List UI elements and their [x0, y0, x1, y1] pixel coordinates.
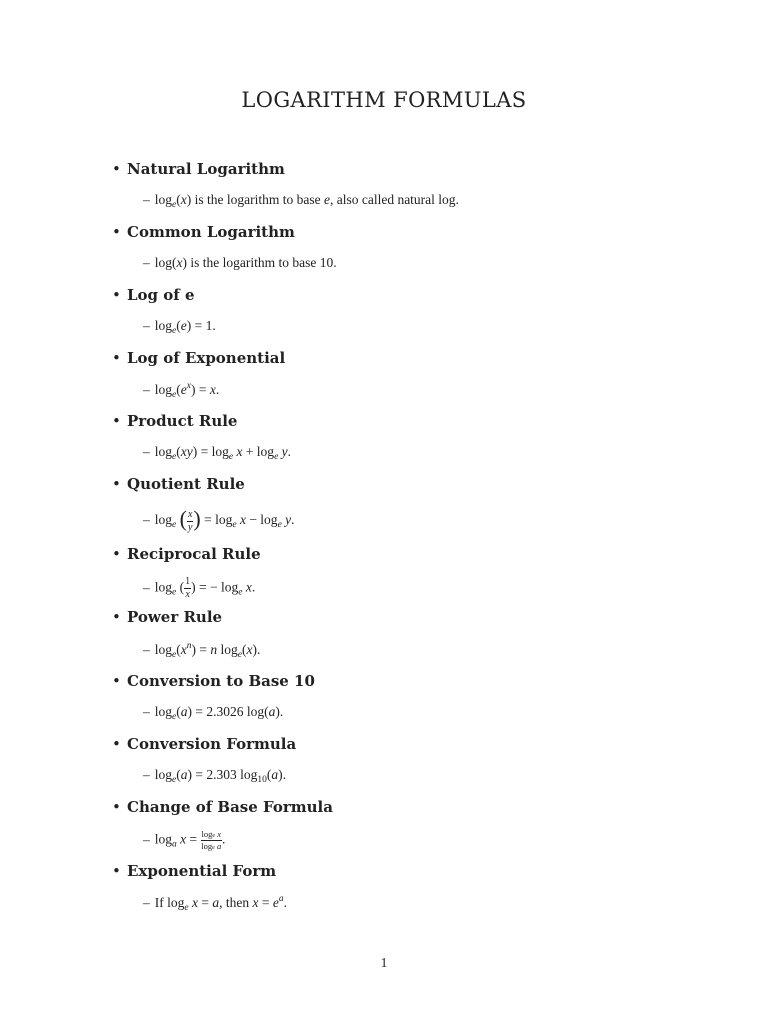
dash-icon: –	[143, 318, 150, 333]
bullet-icon: •	[112, 412, 121, 430]
dash-icon: –	[143, 512, 150, 528]
section-heading: Reciprocal Rule	[127, 545, 261, 563]
formula: – $\log_a x$ = $\frac{\text{loge x}}{\text{loge a}}$ .	[143, 829, 226, 851]
dash-icon: –	[143, 255, 150, 270]
formula: – $\log_e$ ( $\frac{1}{x}$ ) = − $\log_e x$.	[143, 576, 256, 600]
formula-text: ) is the logarithm to base 10.	[182, 255, 337, 270]
bullet-icon: •	[112, 545, 121, 563]
formula-text: log(	[154, 255, 177, 270]
dash-icon: –	[143, 895, 150, 910]
dash-icon: –	[143, 382, 150, 397]
section-heading: Conversion to Base 10	[127, 672, 315, 690]
bullet-icon: •	[112, 735, 121, 753]
bullet-icon: •	[112, 286, 121, 304]
formula-text: If	[154, 895, 168, 910]
dash-icon: –	[143, 642, 150, 657]
formula: – $\log_e$ ( $\frac{x}{y}$ ) = $\log_e x - \log_e y$.	[143, 506, 295, 533]
bullet-icon: •	[112, 349, 121, 367]
formula: – $\log_e(x^n) = n$ $\log_e(x)$.	[143, 641, 261, 660]
section-heading: Exponential Form	[127, 862, 277, 880]
dash-icon: –	[143, 444, 150, 459]
formula: – $\log_e(x)$ is the logarithm to base e, also called natural log.	[143, 192, 459, 210]
formula: – $\log_e(e^x) = x$.	[143, 381, 220, 400]
bullet-icon: •	[112, 475, 121, 493]
section-heading: Common Logarithm	[127, 223, 295, 241]
formula: – $\log_e(e) = 1$.	[143, 318, 216, 336]
bullet-icon: •	[112, 862, 121, 880]
section-heading: Log of Exponential	[127, 349, 286, 367]
section-heading: Conversion Formula	[127, 735, 297, 753]
coefficient: 2.303	[206, 767, 237, 782]
formula: – $\log_e(xy) = \log_e x + \log_e y$.	[143, 444, 292, 462]
bullet-icon: •	[112, 223, 121, 241]
coefficient: 2.3026	[206, 704, 244, 719]
bullet-icon: •	[112, 160, 121, 178]
bullet-icon: •	[112, 672, 121, 690]
section-heading: Change of Base Formula	[127, 798, 333, 816]
formula: – log(x) is the logarithm to base 10.	[143, 255, 337, 270]
page-title: LOGARITHM FORMULAS	[241, 88, 527, 112]
dash-icon: –	[143, 579, 150, 595]
dash-icon: –	[143, 704, 150, 719]
section-heading: Quotient Rule	[127, 475, 245, 493]
formula-text: ) is the logarithm to base	[186, 192, 324, 207]
formula-text: , also called natural log.	[329, 192, 459, 207]
formula: – $\log_e(a) = 2.303$ $\log_{10}(a)$.	[143, 767, 286, 785]
bullet-icon: •	[112, 798, 121, 816]
formula: – $\log_e(a) = 2.3026$ log(a).	[143, 704, 284, 722]
section-heading: Log of e	[127, 286, 195, 304]
page-number: 1	[380, 955, 388, 970]
dash-icon: –	[143, 767, 150, 782]
dash-icon: –	[143, 192, 150, 207]
section-heading: Natural Logarithm	[127, 160, 285, 178]
dash-icon: –	[143, 831, 150, 847]
bullet-icon: •	[112, 608, 121, 626]
section-heading: Product Rule	[127, 412, 238, 430]
formula-text: , then	[219, 895, 253, 910]
formula: – If $\log_e x = a$, then $x = e^a$.	[143, 894, 287, 913]
section-heading: Power Rule	[127, 608, 223, 626]
